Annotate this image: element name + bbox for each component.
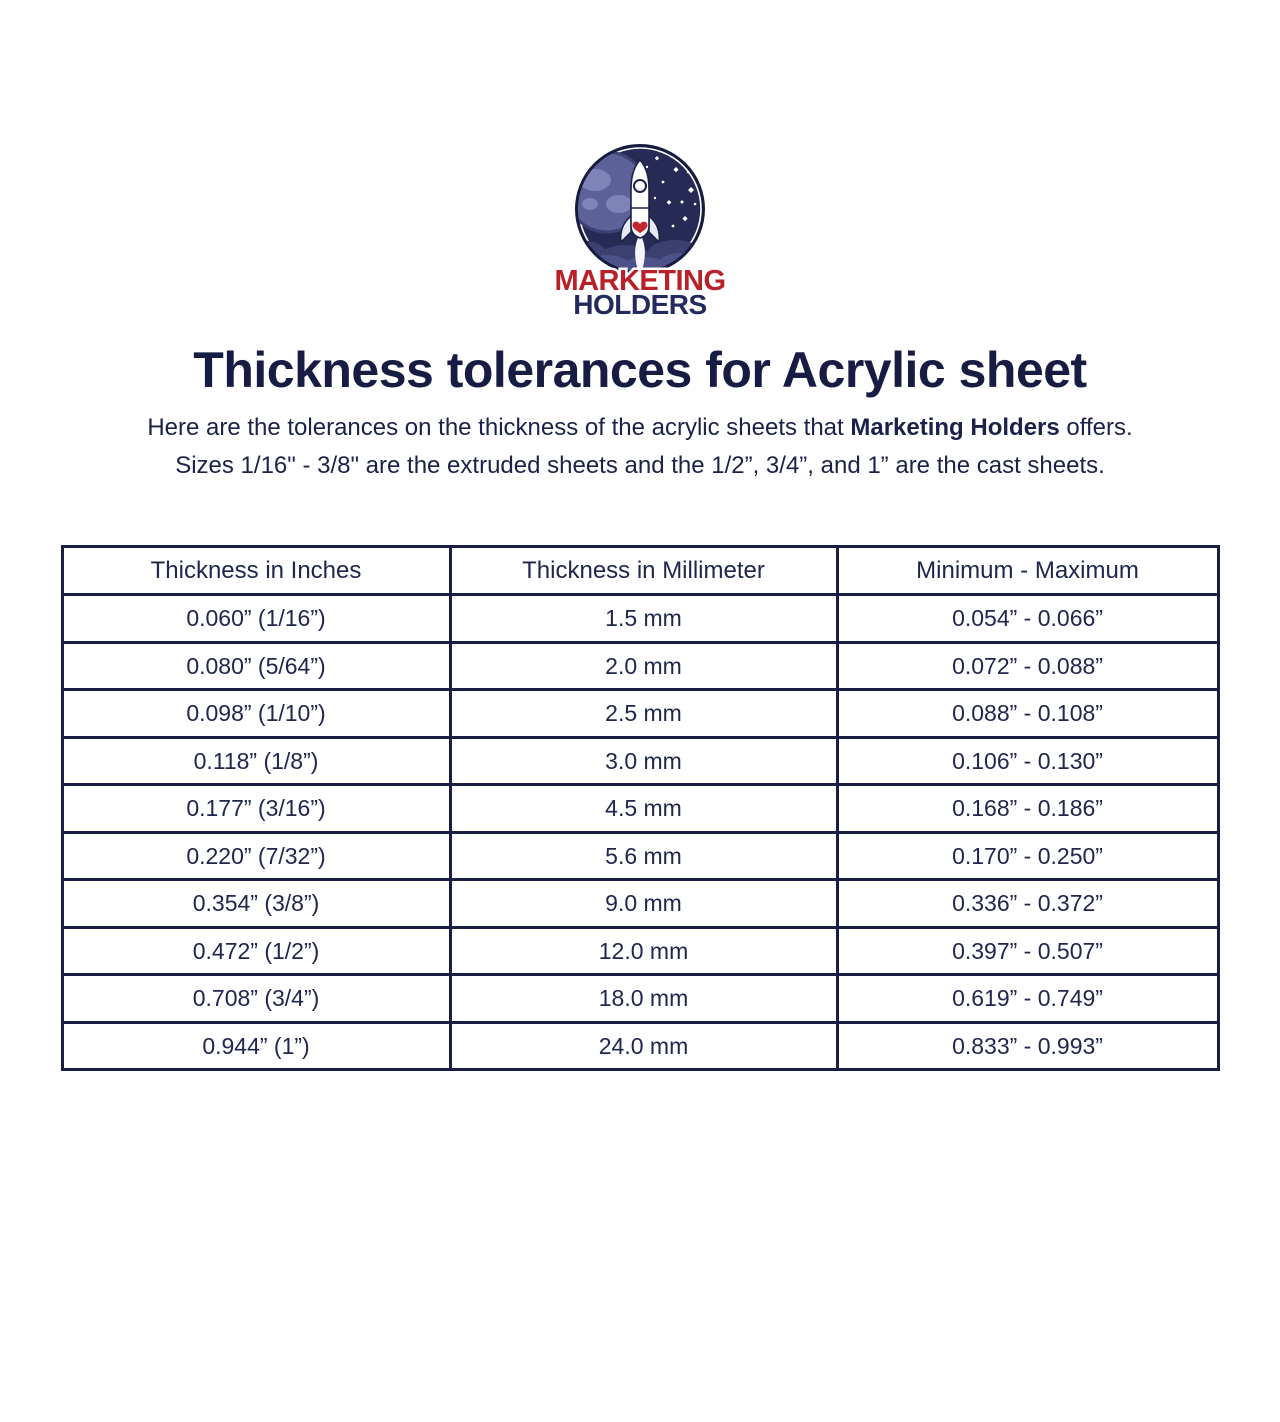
cell-minmax: 0.168” - 0.186”	[837, 785, 1218, 833]
intro-line-2: Sizes 1/16" - 3/8" are the extruded sheets and the 1/2”, 3/4”, and 1” are the cast sheets.	[175, 451, 1105, 479]
cell-mm: 9.0 mm	[450, 880, 837, 928]
cell-mm: 3.0 mm	[450, 737, 837, 785]
cell-mm: 2.5 mm	[450, 690, 837, 738]
cell-mm: 1.5 mm	[450, 595, 837, 643]
table-row	[62, 642, 1218, 690]
cell-mm: 12.0 mm	[450, 927, 837, 975]
cell-mm: 4.5 mm	[450, 785, 837, 833]
table-row	[62, 690, 1218, 738]
intro-brand-name: Marketing Holders	[850, 413, 1060, 441]
cell-minmax: 0.088” - 0.108”	[837, 690, 1218, 738]
cell-minmax: 0.072” - 0.088”	[837, 642, 1218, 690]
header-thickness-mm: Thickness in Millimeter	[450, 547, 837, 595]
header-thickness-inches: Thickness in Inches	[62, 547, 450, 595]
table-row	[62, 737, 1218, 785]
cell-inches: 0.177” (3/16”)	[62, 785, 450, 833]
cell-mm: 5.6 mm	[450, 832, 837, 880]
cell-inches: 0.472” (1/2”)	[62, 927, 450, 975]
cell-inches: 0.098” (1/10”)	[62, 690, 450, 738]
cell-inches: 0.060” (1/16”)	[62, 595, 450, 643]
table-row	[62, 927, 1218, 975]
cell-minmax: 0.397” - 0.507”	[837, 927, 1218, 975]
cell-minmax: 0.054” - 0.066”	[837, 595, 1218, 643]
table-row	[62, 1022, 1218, 1070]
page	[0, 142, 1280, 1422]
cell-minmax: 0.170” - 0.250”	[837, 832, 1218, 880]
cell-mm: 2.0 mm	[450, 642, 837, 690]
page-title: Thickness tolerances for Acrylic sheet	[193, 342, 1087, 398]
header-min-max: Minimum - Maximum	[837, 547, 1218, 595]
table-row	[62, 785, 1218, 833]
cell-inches: 0.080” (5/64”)	[62, 642, 450, 690]
rocket-space-emblem-icon	[535, 142, 745, 318]
table-row	[62, 595, 1218, 643]
intro-line-1-prefix: Here are the tolerances on the thickness of the acrylic sheets that	[147, 413, 851, 441]
cell-inches: 0.220” (7/32”)	[62, 832, 450, 880]
table-row	[62, 880, 1218, 928]
table-header-row	[62, 547, 1218, 595]
brand-logo	[535, 142, 745, 318]
cell-mm: 24.0 mm	[450, 1022, 837, 1070]
cell-inches: 0.118” (1/8”)	[62, 737, 450, 785]
cell-minmax: 0.336” - 0.372”	[837, 880, 1218, 928]
cell-inches: 0.944” (1”)	[62, 1022, 450, 1070]
intro-line-1	[0, 412, 1280, 444]
table-row	[62, 832, 1218, 880]
cell-inches: 0.708” (3/4”)	[62, 975, 450, 1023]
cell-minmax: 0.833” - 0.993”	[837, 1022, 1218, 1070]
table-row	[62, 975, 1218, 1023]
cell-minmax: 0.106” - 0.130”	[837, 737, 1218, 785]
tolerance-table	[61, 545, 1220, 1071]
cell-inches: 0.354” (3/8”)	[62, 880, 450, 928]
intro-line-1-suffix: offers.	[1059, 413, 1133, 441]
brand-wordmark-holders: HOLDERS	[573, 289, 707, 318]
brand-wordmark-marketing: MARKETING	[554, 265, 726, 297]
cell-mm: 18.0 mm	[450, 975, 837, 1023]
cell-minmax: 0.619” - 0.749”	[837, 975, 1218, 1023]
